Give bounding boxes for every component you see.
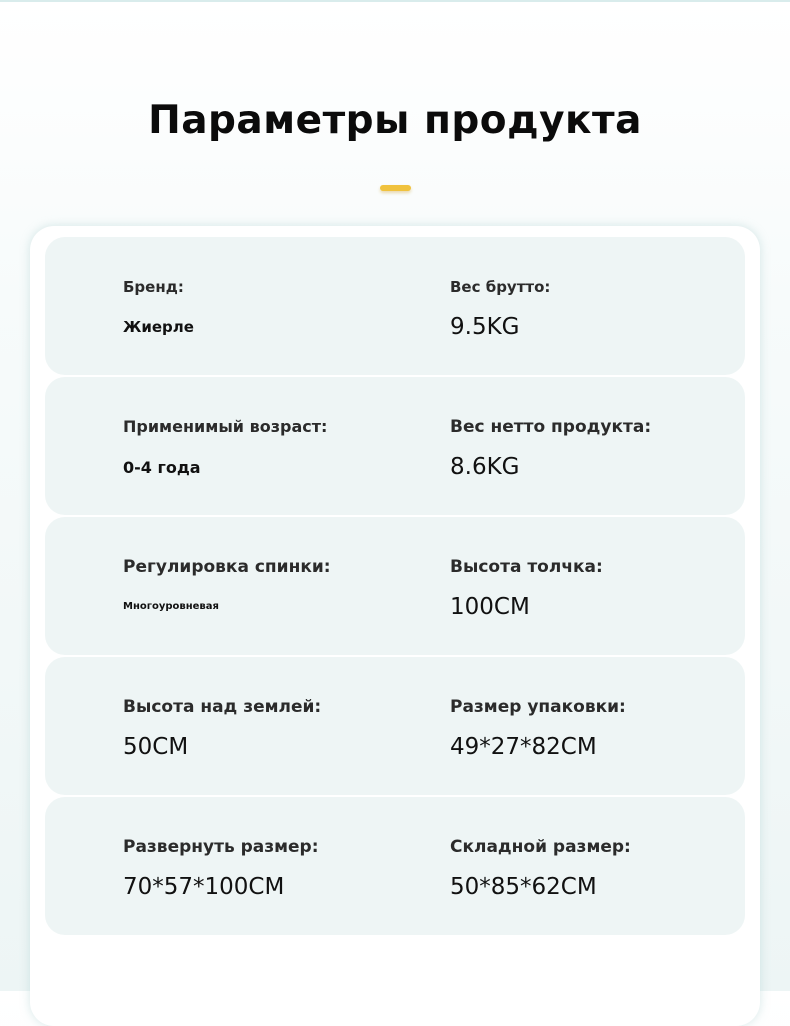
param-value: Жиерле xyxy=(123,318,194,336)
param-row-backrest xyxy=(45,517,745,655)
param-value: 0-4 года xyxy=(123,458,201,477)
param-cell-age xyxy=(123,377,423,515)
param-value: 9.5KG xyxy=(450,314,520,340)
page-title: Параметры продукта xyxy=(148,98,642,143)
param-label: Бренд: xyxy=(123,278,184,296)
param-cell-ground-height xyxy=(123,657,423,795)
title-accent-bar xyxy=(380,185,411,191)
param-value: Многоуровневая xyxy=(123,601,219,612)
param-label: Регулировка спинки: xyxy=(123,557,331,577)
param-value: 49*27*82CM xyxy=(450,734,597,760)
top-divider xyxy=(0,0,790,2)
param-cell-push-height xyxy=(450,517,740,655)
param-value: 50CM xyxy=(123,734,189,760)
param-label: Высота над землей: xyxy=(123,697,322,717)
param-cell-folded-size xyxy=(450,797,740,935)
param-cell-gross-weight xyxy=(450,237,740,375)
param-label: Применимый возраст: xyxy=(123,417,328,436)
param-row-brand xyxy=(45,237,745,375)
param-value: 100CM xyxy=(450,594,530,620)
param-label: Вес нетто продукта: xyxy=(450,417,652,437)
param-value: 70*57*100CM xyxy=(123,874,285,900)
param-cell-brand xyxy=(123,237,423,375)
param-label: Складной размер: xyxy=(450,837,631,857)
param-row-unfolded-size xyxy=(45,797,745,935)
param-cell-unfolded-size xyxy=(123,797,423,935)
param-label: Высота толчка: xyxy=(450,557,603,577)
param-label: Развернуть размер: xyxy=(123,837,319,857)
param-cell-package-size xyxy=(450,657,740,795)
param-value: 8.6KG xyxy=(450,454,520,480)
param-value: 50*85*62CM xyxy=(450,874,597,900)
param-label: Вес брутто: xyxy=(450,278,551,296)
param-row-ground-height xyxy=(45,657,745,795)
param-cell-net-weight xyxy=(450,377,740,515)
param-cell-backrest xyxy=(123,517,423,655)
param-row-age xyxy=(45,377,745,515)
param-label: Размер упаковки: xyxy=(450,697,626,717)
